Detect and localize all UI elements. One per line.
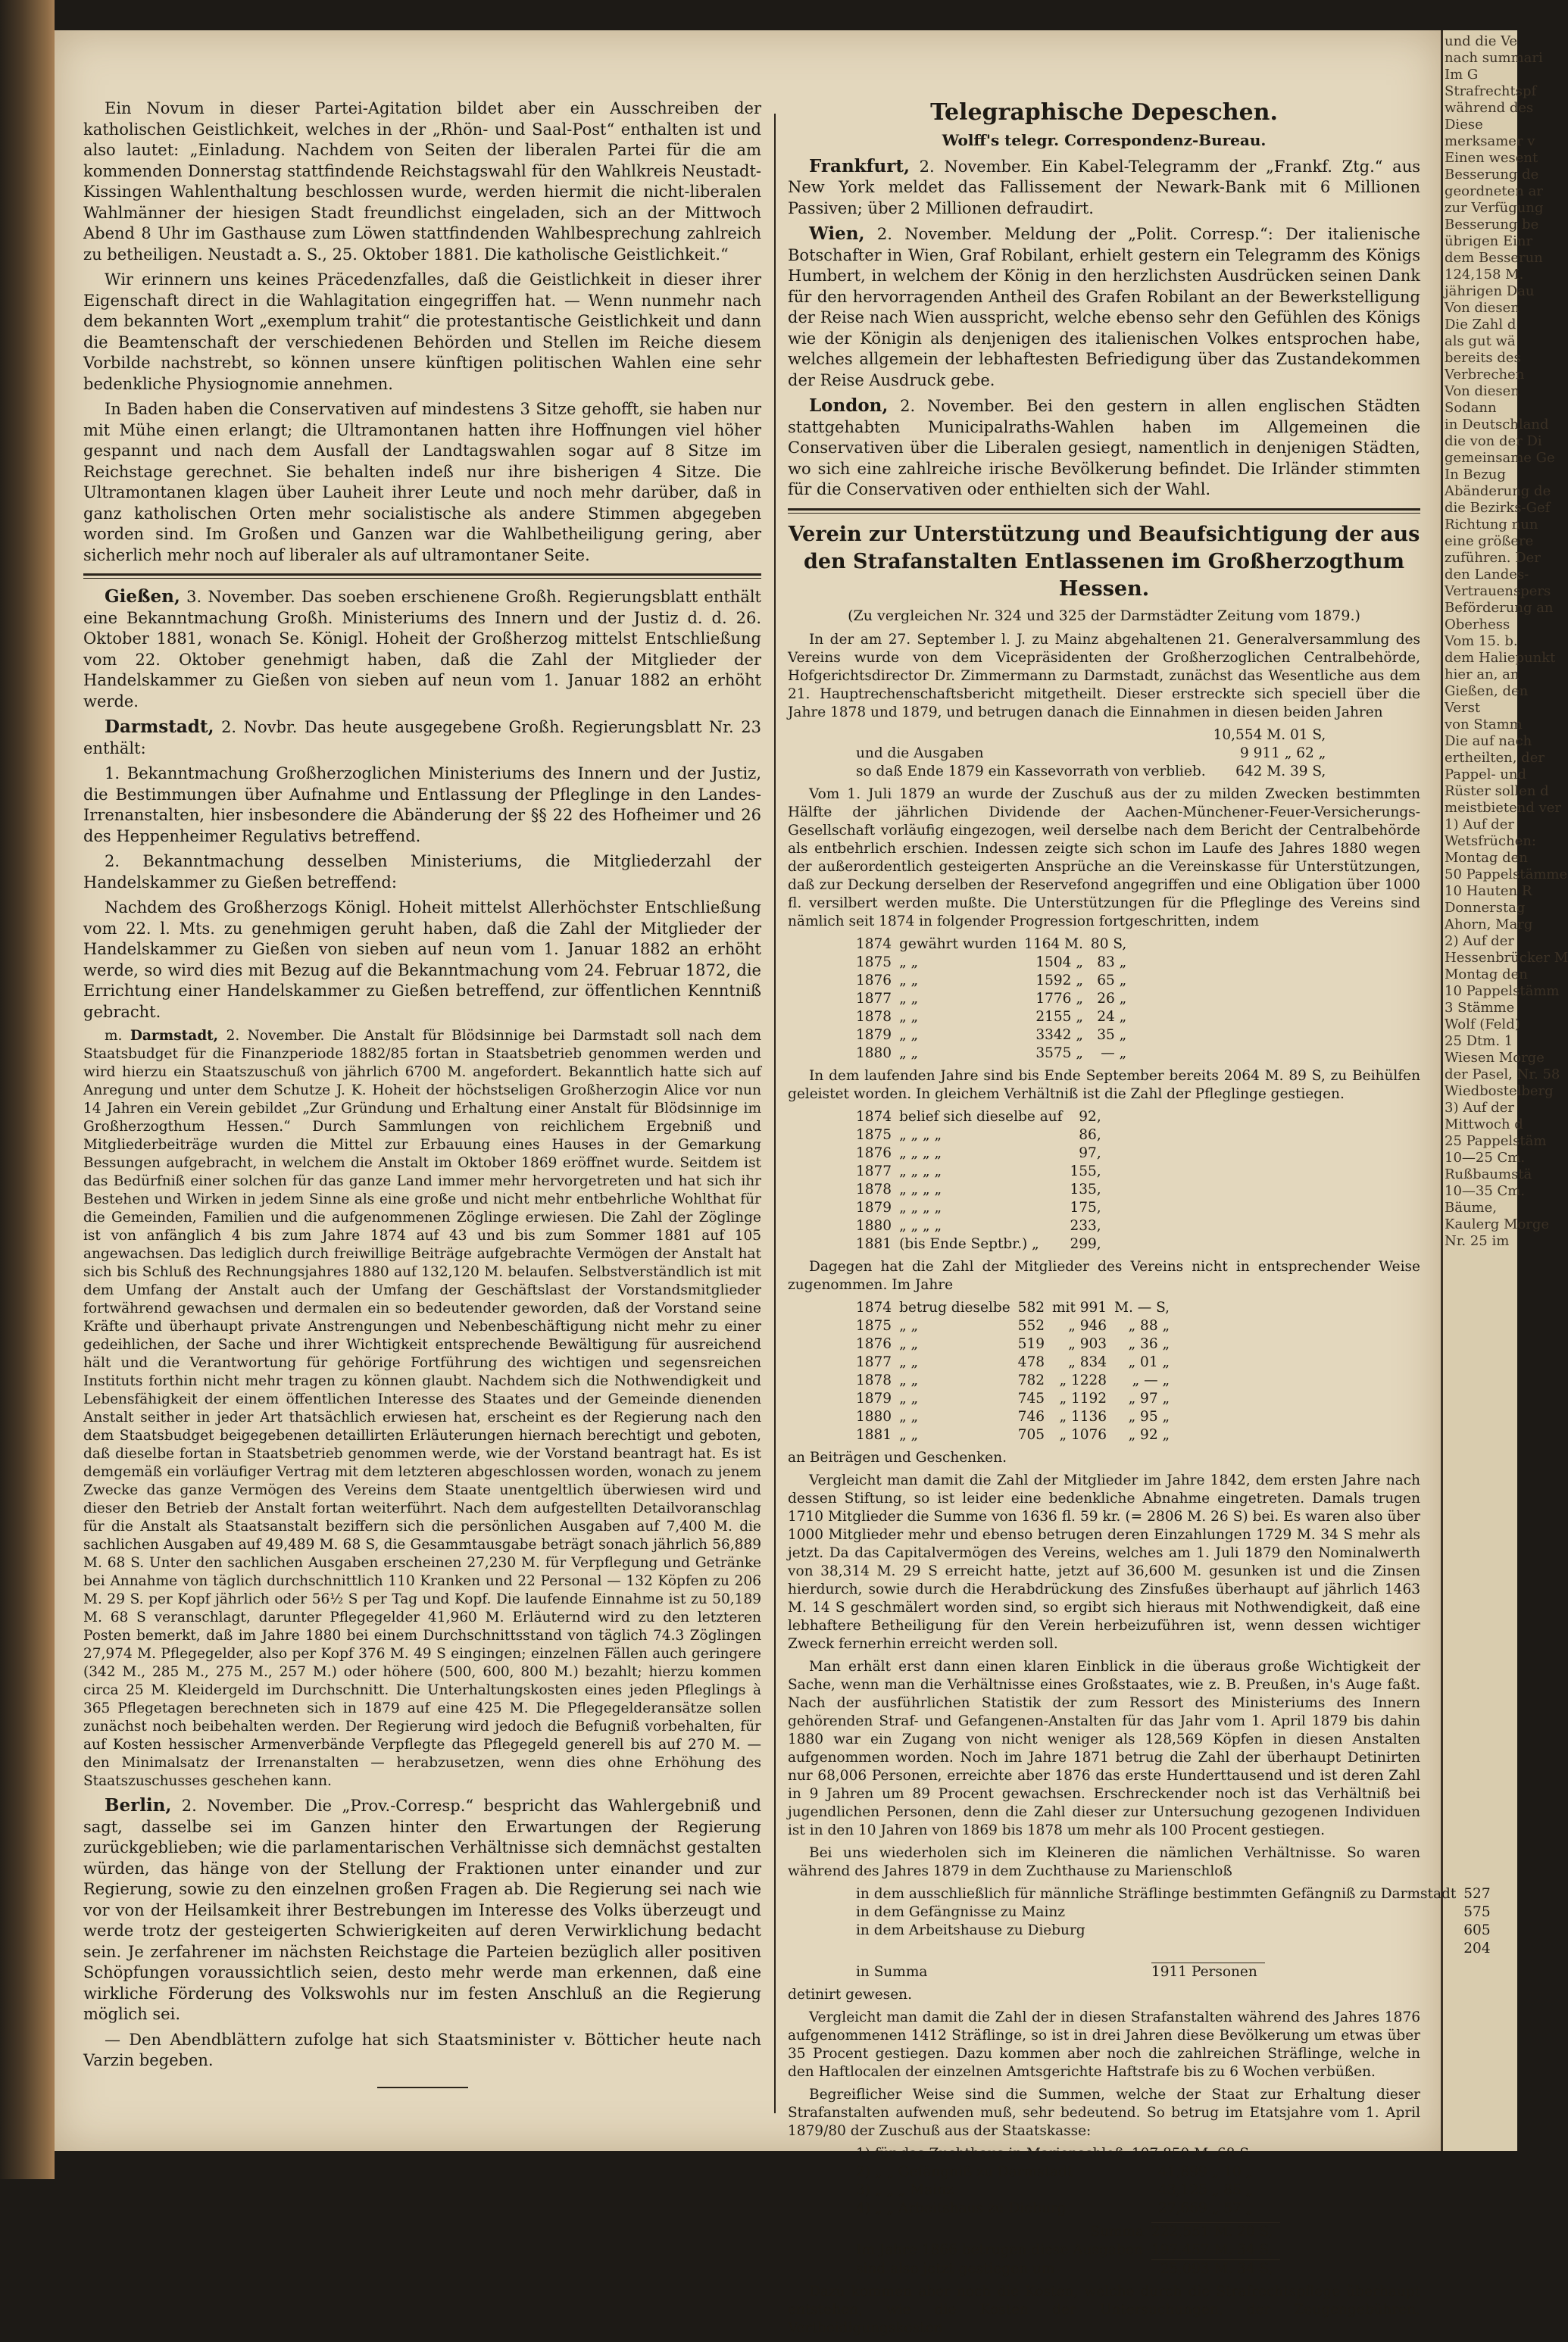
table-cell: 1874 xyxy=(856,1109,892,1125)
edge-fragment: die von der Di xyxy=(1445,433,1542,449)
table-cell: 1874 xyxy=(856,936,892,952)
table-cell: „ „ xyxy=(899,1027,919,1043)
edge-fragment: Von diesen xyxy=(1445,300,1520,316)
article-paragraph: In Baden haben die Conservativen auf mindestens 3 Sitze gehofft, sie haben nur mit Mühe einen erlangt; die Ultramontanen hatten ihre Hoffnungen viel höher gespannt und nach dem Ausfall der Landtagswahlen sogar auf 8 Sitze im Reichstage gerechnet. Sie behalten indeß nur ihre bisherigen 4 Sitze. Die Ultramontanen klagen über Lauheit ihrer Leute und noch mehr darüber, daß in ganz katholischen Orten mehr socialistische als andere Stimmen abgegeben worden sind. Im Großen und Ganzen war die Wahlbetheiligung gering, aber sicherlich mehr noch auf liberaler als auf ultramontaner Seite. xyxy=(83,400,761,564)
table-cell: 175, xyxy=(1070,1200,1101,1216)
table-cell: „ 1076 xyxy=(1059,1427,1107,1443)
edge-fragment: dem Haliepunkt xyxy=(1445,650,1556,666)
table-cell: 705 xyxy=(1017,1427,1045,1443)
table-cell: M. — S, xyxy=(1114,1300,1170,1316)
table-cell: — „ xyxy=(1101,1045,1127,1061)
edge-fragment: jährigen Dau xyxy=(1445,283,1535,299)
left-column xyxy=(83,98,761,2103)
edge-fragment: 10—25 Cm. xyxy=(1445,1150,1526,1166)
table-cell: 26 „ xyxy=(1097,991,1127,1007)
table-row xyxy=(856,1181,1109,1199)
section-heading: Telegraphische Depeschen. xyxy=(930,99,1278,126)
edge-fragment: Von diesen xyxy=(1445,383,1520,399)
edge-fragment: Wolf (Feld) xyxy=(1445,1016,1520,1032)
table-cell: 575 xyxy=(1463,1904,1491,1920)
news-text: 2. November. Die Anstalt für Blödsinnige bei Darmstadt soll nach dem Staatsbudget für die Finanzperiode 1882/85 fortan in Staatsbetrieb genommen werden und wird hierzu ein Staatszuschuß von jährlich 6700 M. angefordert. Bekanntlich hatte sich auf Anregung und unter dem Schutze J. K. Hoheit der höchstseligen Großherzogin Alice vor nun 14 Jahren ein Verein gebildet „Zur Gründung und Erhaltung einer Anstalt für Blödsinnige im Großherzogthum Hessen.“ Durch Sammlungen von reichlichem Ergebniß und Mitgliederbeiträge wurden die Mittel zur Erbauung eines Hauses in der Gemarkung Bessungen aufgebracht, in welchem die Anstalt im Oktober 1869 eröffnet wurde. Seitdem ist das Bedürfniß einer solchen für das ganze Land immer mehr hervorgetreten und hat sich ihr Bestehen und Wirken in jedem Sinne als eine große und nicht mehr entbehrliche Wohlthat für die Gemeinden, Familien und die aufgenommenen Zöglinge erwiesen. Die Zahl der Zöglinge ist von anfänglich 4 bis zum Jahre 1874 auf 43 und bis zum Sommer 1881 auf 105 angewachsen. Das lediglich durch freiwillige Beiträge aufgebrachte Vermögen der Anstalt hat sich bis Schluß des Rechnungsjahres 1880 auf 132,120 M. belaufen. Selbstverständlich ist mit dem Umfang der Anstalt auch der Umfang der Geschäftslast der Vorstandsmitglieder fortwährend gewachsen und dermalen ein so bedeutender geworden, daß der Vorstand seine Kräfte und überhaupt private Anstrengungen und Nebenbeschäftigung nicht mehr zu einer gedeihlichen, der Sache und ihrer Wichtigkeit entsprechende Bewältigung für ausreichend hält und die Verantwortung für gehörige Fortführung des wichtigen und segensreichen Instituts forthin nicht mehr tragen zu können glaubt. Nachdem sich die Nothwendigkeit und Lebensfähigkeit der einem öffentlichen Interesse des Staates und der Gemeinde dienenden Anstalt seither in jeder Art thatsächlich erwiesen hat, erscheint es der Regierung nach den dem Staatsbudget beigegebenen detaillirten Erläuterungen hiernach berechtigt und geboten, daß dieselbe fortan in Staatsbetrieb genommen werde, wie der Vorstand beantragt hat. Es ist demgemäß ein vorläufiger Vertrag mit dem letzteren abgeschlossen worden, wonach zu jenem Zwecke das ganze Vermögen des Vereins dem Staate unentgeltlich überwiesen wird und dieser den Betrieb der Anstalt fortan weiterführt. Nach dem aufgestellten Detailvoranschlag für die Anstalt als Staatsanstalt beziffern sich die persönlichen Ausgaben auf 7,400 M. die sachlichen Ausgaben auf 49,489 M. 68 S, die Gesammtausgabe beträgt sonach jährlich 56,889 M. 68 S. Unter den sachlichen Ausgaben erscheinen 27,230 M. für Verpflegung und Getränke bei Annahme von täglich durchschnittlich 110 Kranken und 22 Personal — 132 Köpfen zu 206 M. 29 S. per Kopf jährlich oder 56½ S per Tag und Kopf. Die laufende Einnahme ist zu 50,189 M. 68 S veranschlagt, darunter Pflegegelder 41,960 M. Erläuternd wird zu den letzteren Posten bemerkt, daß im Jahre 1880 bei einem Durchschnittsstand von täglich 74.3 Zöglingen 27,974 M. Pflegegelder, also per Kopf 376 M. 49 S eingingen; einzelnen Fällen auch geringere (342 M., 285 M., 275 M., 257 M.) oder höhere (500, 600, 800 M.) bezahlt; hierzu kommen circa 25 M. Kleidergeld im Durchschnitt. Die Unterhaltungskosten eines jeden Pfleglings à 365 Pflegetagen berechneten sich in 1879 auf eine 425 M. Die Pflegegelderansätze sollen zunächst noch beibehalten werden. Der Regierung wird jedoch die Befugniß vorbehalten, für auf Kosten hessischer Armenverbände Verpflegte das Pflegegeld generell bis auf 270 M. — den Minimalsatz der Irrenanstalten — herabzusetzen, wenn dies ohne Erhöhung des Staatszuschusses geschehen kann. xyxy=(83,1028,761,1789)
edge-fragment: während des xyxy=(1445,100,1534,116)
table-row xyxy=(856,1390,1177,1408)
table-cell: 2155 „ xyxy=(1035,1009,1083,1025)
table-row xyxy=(856,2200,1260,2218)
table-cell: „ „ xyxy=(899,1009,919,1025)
edge-fragment: 25 Dtm. 1 xyxy=(1445,1033,1513,1049)
edge-fragment: Sodann xyxy=(1445,400,1497,416)
table-cell: 1875 xyxy=(856,954,892,970)
article-paragraph: an Beiträgen und Geschenken. xyxy=(788,1450,1007,1466)
table-cell xyxy=(856,1940,1463,1958)
table-cell: „ „ „ „ xyxy=(899,1200,942,1216)
table-cell: 519 xyxy=(1017,1336,1045,1352)
table-cell: 9 911 „ 62 „ xyxy=(1239,745,1326,761)
edge-fragment: merksamer v xyxy=(1445,133,1535,149)
table-cell: 1879 xyxy=(856,1027,892,1043)
table-row xyxy=(856,1026,1134,1045)
edge-fragment: Mittwoch d xyxy=(1445,1116,1523,1132)
table-cell: 746 xyxy=(1017,1409,1045,1425)
table-cell: 3575 „ xyxy=(1035,1045,1083,1061)
edge-fragment: eine größere xyxy=(1445,533,1534,549)
table-row xyxy=(856,1372,1177,1390)
table-cell: „ 97 „ xyxy=(1128,1391,1170,1407)
table-cell: „ 1136 xyxy=(1059,1409,1107,1425)
table-cell: 1875 xyxy=(856,1318,892,1334)
table-cell: „ „ „ „ xyxy=(899,1127,942,1143)
edge-fragment: Oberhess xyxy=(1445,617,1510,632)
edge-fragment: ertheilten, der xyxy=(1445,750,1545,766)
table-cell: 299, xyxy=(1070,1236,1101,1252)
news-darmstadt-1 xyxy=(83,717,761,759)
news-frankfurt xyxy=(788,156,1420,220)
edge-fragment: Die Zahl d xyxy=(1445,317,1516,333)
table-row xyxy=(856,726,1333,745)
edge-fragment: Donnerstag xyxy=(1445,900,1526,916)
edge-fragment: übrigen Einr xyxy=(1445,233,1533,249)
support-table xyxy=(856,935,1134,1063)
edge-fragment: bereits des xyxy=(1445,350,1521,366)
edge-fragment: Gießen, den xyxy=(1445,683,1529,699)
table-row xyxy=(856,2163,1260,2181)
table-cell: „ „ xyxy=(899,973,919,988)
edge-fragment: Abänderung de xyxy=(1445,483,1551,499)
edge-fragment: von Stamm xyxy=(1445,717,1523,732)
edge-fragment: 1) Auf der xyxy=(1445,817,1514,832)
table-cell: 1164 M. xyxy=(1024,936,1083,952)
edge-fragment: 10 Pappelstämm xyxy=(1445,983,1560,999)
sum-value: 1911 Personen xyxy=(1151,1963,1265,1982)
table-cell: „ 834 xyxy=(1068,1354,1107,1370)
table-row xyxy=(856,1903,1498,1922)
edge-fragment: geordneten ar xyxy=(1445,183,1543,199)
table-cell: 107,850 M. 68 S, xyxy=(1131,2146,1254,2162)
edge-fragment: 50 Pappelstämme xyxy=(1445,867,1568,882)
table-row xyxy=(856,972,1134,990)
edge-fragment: Ahorn, Marg xyxy=(1445,917,1533,932)
table-cell: 1876 xyxy=(856,1336,892,1352)
table-cell: 4) „ „ Arbeitshaus zu Dieburg xyxy=(856,2200,1067,2216)
table-cell: so daß Ende 1879 ein Kassevorrath von verblieb. xyxy=(856,763,1206,779)
table-cell: „ „ xyxy=(899,1391,919,1407)
article-paragraph: Bei uns wiederholen sich im Kleineren die nämlichen Verhältnisse. So waren während des Jahres 1879 in dem Zuchthause zu Marienschloß xyxy=(788,1845,1420,1879)
table-cell: „ „ xyxy=(899,1354,919,1370)
table-cell: 1877 xyxy=(856,991,892,1007)
table-cell: 35 „ xyxy=(1097,1027,1127,1043)
detainees-sum xyxy=(856,1963,1265,1981)
article-paragraph: Vergleicht man damit die Zahl der Mitglieder im Jahre 1842, dem ersten Jahre nach dessen Stiftung, so ist leider eine bedenkliche Abnahme eingetreten. Damals trugen 1710 Mitglieder die Summe von 1636 fl. 59 kr. (= 2806 M. 26 S) bei. Es waren also über 1000 Mitglieder mehr und ebenso betrugen deren Einzahlungen 1729 M. 34 S mehr als jetzt. Da das Capitalvermögen des Vereins, welches am 1. Juli 1879 den Nominalwerth von 38,314 M. 29 S erreicht hatte, jetzt auf 36,600 M. gesunken ist und die Zinsen hierdurch, sowie durch die Herabdrückung des Zinsfußes überhaupt auf jährlich 1463 M. 14 S geschmälert worden sind, so ergibt sich hieraus mit Nothwendigkeit, daß eine lebhaftere Betheiligung für den Verein herbeizuführen ist, wenn dessen wichtiger Zweck fernerhin erreicht werden soll. xyxy=(788,1472,1420,1652)
table-cell: 27,669 „ 57 „ xyxy=(1158,2200,1254,2216)
table-cell: 1878 xyxy=(856,1372,892,1388)
table-cell: „ 1228 xyxy=(1059,1372,1107,1388)
article-paragraph: Dazu kommen aber noch die Kosten, welche durch die Strafrechtspflege überhaupt entstehen, wie die Kosten der Untersuchungen, der Zeugengebühren, Vertheidigungskosten xyxy=(788,2284,1420,2336)
edge-fragment: Verbrechen xyxy=(1445,367,1525,383)
adjacent-page-text xyxy=(1443,30,1568,1253)
table-cell xyxy=(856,726,1213,745)
table-cell: „ 946 xyxy=(1068,1318,1107,1334)
edge-fragment: dem Besserun xyxy=(1445,250,1543,266)
expenses-table xyxy=(856,2145,1260,2218)
edge-fragment: Rußbaumstä xyxy=(1445,1166,1532,1182)
table-row xyxy=(856,1217,1109,1235)
edge-fragment: Verst xyxy=(1445,700,1481,716)
edge-fragment: Beförderung an xyxy=(1445,600,1554,616)
news-text: 2. November. Die „Prov.-Corresp.“ bespricht das Wahlergebniß und sagt, dasselbe sei im Ganzen hinter den Erwartungen der Regierung zurückgeblieben; wie die parlamentarischen Verhältnisse sich demnächst gestalten würden, das hänge von der Stellung der Fraktionen unter einander und zur Regierung, sowie zu den einzelnen großen Fragen ab. Die Regierung sei nach wie vor von der Heilsamkeit ihrer Bestrebungen im Interesse des Volks überzeugt und werde trotz der gesteigerten Schwierigkeiten auf deren Verwirklichung bedacht sein. Je zerfahrener im nächsten Reichstage die Parteien bezüglich aller positiven Schöpfungen voraussichtlich seien, desto mehr werde man erkennen, daß eine wirkliche Förderung des Volkswohls nur im festen Anschluß an die Regierung möglich sei. xyxy=(83,1797,762,2023)
table-cell: 1) für das Zuchthaus in Marienschloß xyxy=(856,2146,1124,2162)
edge-fragment: Diese xyxy=(1445,117,1483,133)
edge-fragment: 2) Auf der xyxy=(1445,933,1514,949)
edge-fragment: der Pasel, Nr. 58 xyxy=(1445,1066,1560,1082)
article-paragraph: detinirt gewesen. xyxy=(788,1987,912,2003)
table-cell: 65 „ xyxy=(1097,973,1127,988)
table-cell: 478 xyxy=(1017,1354,1045,1370)
edge-fragment: Die auf nach xyxy=(1445,733,1532,749)
edge-fragment: 25 Pappelstäm xyxy=(1445,1133,1547,1149)
table-row xyxy=(856,1335,1177,1354)
table-cell: 1878 xyxy=(856,1009,892,1025)
sum-value: 197,457 M. 34 S, xyxy=(1151,2242,1273,2258)
edge-fragment: 124,158 M. xyxy=(1445,267,1524,283)
section-rule xyxy=(788,508,1420,514)
edge-fragment: Vertrauenspers xyxy=(1445,583,1551,599)
news-text: 2. November. Bei den gestern in allen englischen Städten stattgehabten Municipalraths-Wahlen haben im Allgemeinen die Conservativen über die Liberalen gesiegt, namentlich in denjenigen Städten, wo sich eine zahlreiche irische Bevölkerung befindet. Die Irländer stimmten für die Conservativen oder enthielten sich der Wahl. xyxy=(788,397,1420,498)
sum-value: 222,551 M. 20 S, xyxy=(1151,2223,1280,2242)
table-row xyxy=(856,1940,1498,1958)
expenses-summary xyxy=(856,2222,1280,2278)
table-cell: 1874 xyxy=(856,1300,892,1316)
edge-fragment: Vom 15. b. xyxy=(1445,633,1518,649)
news-berlin xyxy=(83,1795,761,2025)
article-paragraph: Wir erinnern uns keines Präcedenzfalles, daß die Geistlichkeit in dieser ihrer Eigenschaft direct in die Wahlagitation eingegriffen hat. — Wenn nunmehr nach dem bekannten Wort „exemplum trahit“ die protestantische Geistlichkeit und dann die Beamtenschaft der verschiedenen Behörden und Stellen im Reiche diesem Vorbilde nachstrebt, so können unsere künftigen politischen Wahlen eine sehr bedenkliche Physiognomie annehmen. xyxy=(83,270,761,393)
table-row xyxy=(856,1108,1109,1126)
edge-fragment: die Bezirks-Gef xyxy=(1445,500,1551,516)
edge-fragment: Besserung be xyxy=(1445,217,1539,233)
edge-fragment: hier an, an xyxy=(1445,667,1520,682)
table-cell: 155, xyxy=(1070,1163,1101,1179)
edge-fragment: Kaulerg Morge xyxy=(1445,1216,1550,1232)
edge-fragment: in Deutschland xyxy=(1445,417,1549,432)
news-text: 2. November. Meldung der „Polit. Corresp.“: Der italienische Botschafter in Wien, Graf Robilant, erhielt gestern ein Telegramm des Königs Humbert, in welchem der König in den herzlichsten Ausdrücken seinen Dank für den hervorragenden Antheil des Grafen Robilant an der Bewerkstelligung der Reise nach Wien ausspricht, welche ebenso sehr den Gefühlen des Königs wie der Königin als denjenigen des italienischen Volkes entsprochen habe, welches allgemein der lebhaftesten Befriedigung über das Zustandekommen der Reise Ausdruck gebe. xyxy=(788,225,1420,389)
edge-fragment: Montag den xyxy=(1445,850,1528,866)
list-item: 1. Bekanntmachung Großherzoglichen Ministeriums des Innern und der Justiz, die Bestimmungen über Aufnahme und Entlassung der Pfleglinge in den Landes-Irrenanstalten, hier insbesondere die Abänderung der §§ 22 des Hofheimer und 26 des Heppenheimer Regulativs betreffend. xyxy=(83,764,761,845)
article-paragraph: Begreiflicher Weise sind die Summen, welche der Staat zur Erhaltung dieser Strafanstalten aufwenden muß, sehr bedeutend. So betrug im Etatsjahre vom 1. April 1879/80 der Zuschuß aus der Staatskasse: xyxy=(788,2087,1420,2139)
table-row xyxy=(856,935,1134,954)
detainees-table xyxy=(856,1885,1498,1958)
table-row xyxy=(856,1354,1177,1372)
table-cell: betrug dieselbe xyxy=(899,1300,1010,1316)
edge-fragment: 10—35 Cm. xyxy=(1445,1183,1526,1199)
edge-fragment: Richtung nun xyxy=(1445,517,1538,532)
news-london xyxy=(788,395,1420,501)
table-cell: 204 xyxy=(1463,1941,1491,1956)
table-row xyxy=(856,1126,1109,1144)
table-row xyxy=(856,990,1134,1008)
news-giessen xyxy=(83,586,761,712)
table-row xyxy=(856,1008,1134,1026)
table-cell: und die Ausgaben xyxy=(856,745,984,761)
sum-label: Im Jahre 1866 betrugen diese Ausgaben xyxy=(856,2242,1143,2259)
table-cell: „ „ „ „ xyxy=(899,1163,942,1179)
edge-fragment: Einen wesent xyxy=(1445,150,1538,166)
edge-fragment: zur Verfügung xyxy=(1445,200,1544,216)
edge-fragment: Im G xyxy=(1445,67,1479,83)
edge-fragment: Wiesen Morge xyxy=(1445,1050,1545,1066)
edge-fragment: gemeinsame Ge xyxy=(1445,450,1555,466)
table-cell: 1880 xyxy=(856,1218,892,1234)
table-cell: „ 88 „ xyxy=(1128,1318,1170,1334)
table-cell: „ „ xyxy=(899,1336,919,1352)
table-cell: 2) „ „ Gefängniß zu Darmstadt xyxy=(856,2164,1073,2180)
table-cell: „ 95 „ xyxy=(1128,1409,1170,1425)
list-item: 2. Bekanntmachung desselben Ministeriums, die Mitgliederzahl der Handelskammer zu Gießen betreffend: xyxy=(83,852,761,892)
news-darmstadt-2 xyxy=(83,1027,761,1791)
article-paragraph: — Den Abendblättern zufolge hat sich Staatsminister v. Bötticher heute nach Varzin begeben. xyxy=(83,2030,761,2069)
table-cell: „ „ „ „ xyxy=(899,1218,942,1234)
table-cell: 642 M. 39 S, xyxy=(1235,763,1326,779)
edge-fragment: Pappel- und xyxy=(1445,767,1526,782)
table-cell: 1876 xyxy=(856,1145,892,1161)
edge-fragment: Montag den xyxy=(1445,966,1528,982)
article-paragraph: Dagegen hat die Zahl der Mitglieder des Vereins nicht in entsprechender Weise zugenommen. Im Jahre xyxy=(788,1259,1420,1293)
table-row xyxy=(856,1163,1109,1181)
table-cell: „ „ xyxy=(899,1045,919,1061)
table-cell: in dem ausschließlich für männliche Sträflinge bestimmten Gefängniß zu Darmstadt xyxy=(856,1886,1457,1902)
table-row xyxy=(856,2181,1260,2200)
dateline-place: London, xyxy=(809,395,889,416)
edge-fragment: meistbietend ver xyxy=(1445,800,1562,816)
edge-fragment: nach summari xyxy=(1445,50,1543,66)
table-row xyxy=(856,1922,1498,1940)
table-row xyxy=(856,1317,1177,1335)
dateline-place: Darmstadt, xyxy=(130,1028,219,1044)
table-cell: 605 xyxy=(1463,1922,1491,1938)
table-cell: „ „ xyxy=(899,954,919,970)
sum-label: sind also jetzt gestiegen um xyxy=(856,2260,1055,2277)
column-divider xyxy=(774,114,776,2113)
sum-value: 25,093 M. 34 S, xyxy=(1151,2260,1280,2279)
table-cell: 41,899 „ 10 „ xyxy=(1158,2164,1254,2180)
edge-fragment: Bäume, xyxy=(1445,1200,1497,1216)
table-row xyxy=(856,1426,1177,1444)
edge-fragment: Rüster sollen d xyxy=(1445,783,1549,799)
table-cell: „ „ xyxy=(899,991,919,1007)
finance-table xyxy=(856,726,1333,781)
edge-fragment: Strafrechtspf xyxy=(1445,83,1537,99)
article-paragraph: In dem laufenden Jahre sind bis Ende September bereits 2064 M. 89 S, zu Beihülfen geleistet worden. In gleichem Verhältniß ist die Zahl der Pfleglinge gestiegen. xyxy=(788,1068,1420,1102)
edge-fragment: In Bezug xyxy=(1445,467,1506,482)
table-cell: 3) „ „ „ Mainz xyxy=(856,2182,954,2198)
table-cell: belief sich dieselbe auf xyxy=(899,1109,1063,1125)
book-binding xyxy=(0,0,55,2179)
article-subtitle: (Zu vergleichen Nr. 324 und 325 der Darmstädter Zeitung vom 1879.) xyxy=(848,607,1360,624)
table-row xyxy=(856,954,1134,972)
sum-label: in Summa xyxy=(856,1963,928,1980)
table-cell: „ — „ xyxy=(1132,1372,1170,1388)
members-table xyxy=(856,1299,1177,1444)
table-cell: 135, xyxy=(1070,1182,1101,1198)
table-cell: „ „ xyxy=(899,1427,919,1443)
table-cell: 745 xyxy=(1017,1391,1045,1407)
article-paragraph: Nachdem des Großherzogs Königl. Hoheit mittelst Allerhöchster Entschließung vom 22. l. Mts. zu genehmigen geruht haben, daß die Zahl der Mitglieder der Handelskammer zu Gießen von sieben auf neun vom 1. Januar 1882 an erhöht werde, so wird dies mit Bezug auf die Bekanntmachung vom 24. Februar 1872, die Errichtung einer Handelskammer zu Gießen betreffend, zur öffentlichen Kenntniß gebracht. xyxy=(83,898,761,1021)
table-cell: „ 903 xyxy=(1068,1336,1107,1352)
edge-fragment: 3) Auf der xyxy=(1445,1100,1514,1116)
table-cell: in dem Gefängnisse zu Mainz xyxy=(856,1904,1066,1920)
table-cell: „ „ xyxy=(899,1409,919,1425)
table-cell: 1881 xyxy=(856,1427,892,1443)
table-cell: 86, xyxy=(1079,1127,1101,1143)
table-cell: 1504 „ xyxy=(1035,954,1083,970)
table-row xyxy=(856,1144,1109,1163)
article-paragraph: Vergleicht man damit die Zahl der in diesen Strafanstalten während des Jahres 1876 aufgenommenen 1412 Sträflinge, so ist in drei Jahren diese Bevölkerung um etwas über 35 Procent gestiegen. Dazu kommen aber noch die zahlreichen Sträflinge, welche in den Haftlocalen der einzelnen Amtsgerichte Haftstrafe bis zu 6 Wochen verbüßen. xyxy=(788,2009,1420,2080)
author-mark: m. xyxy=(105,1028,123,1044)
edge-fragment: zuführen. Der xyxy=(1445,550,1541,566)
table-cell: 1877 xyxy=(856,1163,892,1179)
edge-fragment: und die Ve xyxy=(1445,33,1518,49)
table-row xyxy=(856,1045,1134,1063)
article-paragraph: Man erhält erst dann einen klaren Einblick in die überaus große Wichtigkeit der Sache, wenn man die Verhältnisse eines Großstaates, wie z. B. Preußen, in's Auge faßt. Nach der ausführlichen Statistik der zum Ressort des Ministeriums des Innern gehörenden Straf- und Gefangenen-Anstalten für das Jahr vom 1. April 1879 bis dahin 1880 war ein Zugang von nicht weniger als 128,569 Köpfen in diesen Anstalten aufgenommen worden. Noch im Jahre 1871 betrug die Zahl der überhaupt Detinirten nur 68,006 Personen, erreichte aber 1876 das erste Hunderttausend und ist deren Zahl in 9 Jahren um 89 Procent gewachsen. Erschreckender noch ist das Verhältniß bei jugendlichen Personen, denn die Zahl dieser zur Untersuchung gezogenen Individuen ist in den 10 Jahren von 1869 bis 1878 um mehr als 100 Procent gestiegen. xyxy=(788,1659,1420,1838)
table-cell: gewährt wurden xyxy=(899,936,1017,952)
article-paragraph: In der am 27. September l. J. zu Mainz abgehaltenen 21. Generalversammlung des Vereins wurde von dem Vicepräsidenten der Großherzoglichen Centralbehörde, Hofgerichtsdirector Dr. Zimmermann zu Darmstadt, zunächst das Wesentliche aus dem 21. Hauptrechenschaftsbericht mitgetheilt. Dieser erstreckte sich speciell über die Jahre 1878 und 1879, und betrugen danach die Einnahmen in diesen beiden Jahren xyxy=(788,632,1420,720)
news-text: 3. November. Das soeben erschienene Großh. Regierungsblatt enthält eine Bekanntmachung Großh. Ministeriums des Innern und der Justiz d. d. 26. Oktober 1881, wonach Se. Königl. Hoheit der Großherzog mittelst Entschließung vom 22. Oktober genehmigt haben, daß die Zahl der Mitglieder der Handelskammer zu Gießen von sieben auf neun vom 1. Januar 1882 an erhöht werde. xyxy=(83,588,761,710)
end-rule xyxy=(377,2087,468,2088)
table-row xyxy=(856,1408,1177,1426)
table-row xyxy=(856,1885,1498,1903)
edge-fragment: Besserung de xyxy=(1445,167,1539,183)
edge-fragment: den Landes- xyxy=(1445,567,1529,582)
article-paragraph: Ein Novum in dieser Partei-Agitation bildet aber ein Ausschreiben der katholischen Geistlichkeit, welches in der „Rhön- und Saal-Post“ enthalten ist und also lautet: „Einladung. Nachdem von Seiten der liberalen Partei für die am kommenden Donnerstag stattfindende Reichstagswahl für den Wahlkreis Neustadt-Kissingen Wahlenthaltung beschlossen wurde, werden hiermit die nicht-liberalen Wahlmänner der hiesigen Stadt freundlichst eingeladen, sich an der Mittwoch Abend 8 Uhr im Gasthause zum Löwen stattfindenden Wahlbesprechung zahlreich zu betheiligen. Neustadt a. S., 25. Oktober 1881. Die katholische Geistlichkeit.“ xyxy=(83,99,761,264)
article-paragraph: Vom 1. Juli 1879 an wurde der Zuschuß aus der zu milden Zwecken bestimmten Hälfte der jährlichen Dividende der Aachen-Münchener-Feuer-Versicherungs-Gesellschaft vorläufig eingezogen, weil derselbe nach dem Bericht der Centralbehörde als entbehrlich erschien. Indessen zeigte sich schon im Laufe des Jahres 1880 wegen der außerordentlich gesteigerten Ansprüche an die Vereinskasse für Unterstützungen, daß zur Deckung derselben der Reservefond angegriffen und eine Obligation über 1000 fl. versilbert werden mußte. Die Unterstützungen für die Pfleglinge des Vereins sind nämlich seit 1874 in folgender Progression fortgeschritten, indem xyxy=(788,786,1420,929)
wards-table xyxy=(856,1108,1109,1254)
table-cell: „ 92 „ xyxy=(1128,1427,1170,1443)
news-wien xyxy=(788,223,1420,391)
sum-label: Summa xyxy=(1090,2223,1144,2240)
table-cell: „ „ „ „ xyxy=(899,1145,942,1161)
table-cell: 1776 „ xyxy=(1035,991,1083,1007)
table-cell: mit 991 xyxy=(1051,1300,1107,1316)
table-row xyxy=(856,763,1333,781)
table-cell: 1881 xyxy=(856,1236,892,1252)
edge-fragment: 10 Hauten R xyxy=(1445,883,1532,899)
table-cell: 1880 xyxy=(856,1409,892,1425)
table-cell: 527 xyxy=(1463,1886,1491,1902)
table-cell: 1880 xyxy=(856,1045,892,1061)
edge-fragment: Hessenbrücker M xyxy=(1445,950,1568,966)
table-cell: 582 xyxy=(1017,1300,1045,1316)
table-row xyxy=(856,1235,1109,1254)
dateline-place: Darmstadt, xyxy=(105,717,214,737)
edge-fragment: Nr. 25 im xyxy=(1445,1233,1510,1249)
table-cell: 782 xyxy=(1017,1372,1045,1388)
table-cell: „ 36 „ xyxy=(1128,1336,1170,1352)
table-row xyxy=(856,2145,1260,2163)
table-cell: (bis Ende Septbr.) „ xyxy=(899,1236,1039,1252)
table-cell: „ 01 „ xyxy=(1128,1354,1170,1370)
table-row xyxy=(856,745,1333,763)
table-cell: in dem Arbeitshause zu Dieburg xyxy=(856,1922,1085,1938)
table-cell: „ 1192 xyxy=(1059,1391,1107,1407)
adjacent-page-edge xyxy=(1441,30,1568,2151)
dateline-place: Berlin, xyxy=(105,1795,172,1816)
dateline-place: Frankfurt, xyxy=(809,155,910,176)
table-cell: 233, xyxy=(1070,1218,1101,1234)
table-cell: 1876 xyxy=(856,973,892,988)
table-cell: 24 „ xyxy=(1097,1009,1127,1025)
edge-fragment: 3 Stämme xyxy=(1445,1000,1515,1016)
table-cell: 1877 xyxy=(856,1354,892,1370)
table-cell: 97, xyxy=(1079,1145,1101,1161)
table-cell: 1878 xyxy=(856,1182,892,1198)
table-cell: 43,125 „ 85 „ xyxy=(1158,2182,1254,2198)
edge-fragment: Wetsfrüchen: xyxy=(1445,833,1536,849)
table-cell: 80 S, xyxy=(1090,936,1127,952)
table-cell: 552 xyxy=(1017,1318,1045,1334)
table-cell: 1592 „ xyxy=(1035,973,1083,988)
table-cell: 1879 xyxy=(856,1200,892,1216)
section-subheading: Wolff's telegr. Correspondenz-Bureau. xyxy=(942,131,1267,149)
table-cell: „ „ „ „ xyxy=(899,1182,942,1198)
table-cell: 83 „ xyxy=(1097,954,1127,970)
table-cell: „ „ xyxy=(899,1318,919,1334)
section-rule xyxy=(83,573,761,579)
dateline-place: Wien, xyxy=(809,223,865,244)
news-text: 2. November. Ein Kabel-Telegramm der „Frankf. Ztg.“ aus New York meldet das Fallissement der Newark-Bank mit 6 Millionen Passiven; über 2 Millionen defraudirt. xyxy=(788,157,1420,217)
table-cell: „ „ xyxy=(899,1372,919,1388)
article-title: Verein zur Unterstützung und Beaufsichtigung der aus den Strafanstalten Entlassenen im Großherzogthum Hessen. xyxy=(788,522,1420,601)
table-cell: 10,554 M. 01 S, xyxy=(1213,727,1326,743)
edge-fragment: als gut wä xyxy=(1445,333,1516,349)
table-cell: 3342 „ xyxy=(1035,1027,1083,1043)
table-cell: 1875 xyxy=(856,1127,892,1143)
news-text: 2. Novbr. Das heute ausgegebene Großh. Regierungsblatt Nr. 23 enthält: xyxy=(83,718,761,757)
table-cell: 1879 xyxy=(856,1391,892,1407)
table-row xyxy=(856,1299,1177,1317)
table-row xyxy=(856,1199,1109,1217)
table-cell: 92, xyxy=(1079,1109,1101,1125)
edge-fragment: Wiedbostelberg xyxy=(1445,1083,1554,1099)
dateline-place: Gießen, xyxy=(105,586,180,607)
